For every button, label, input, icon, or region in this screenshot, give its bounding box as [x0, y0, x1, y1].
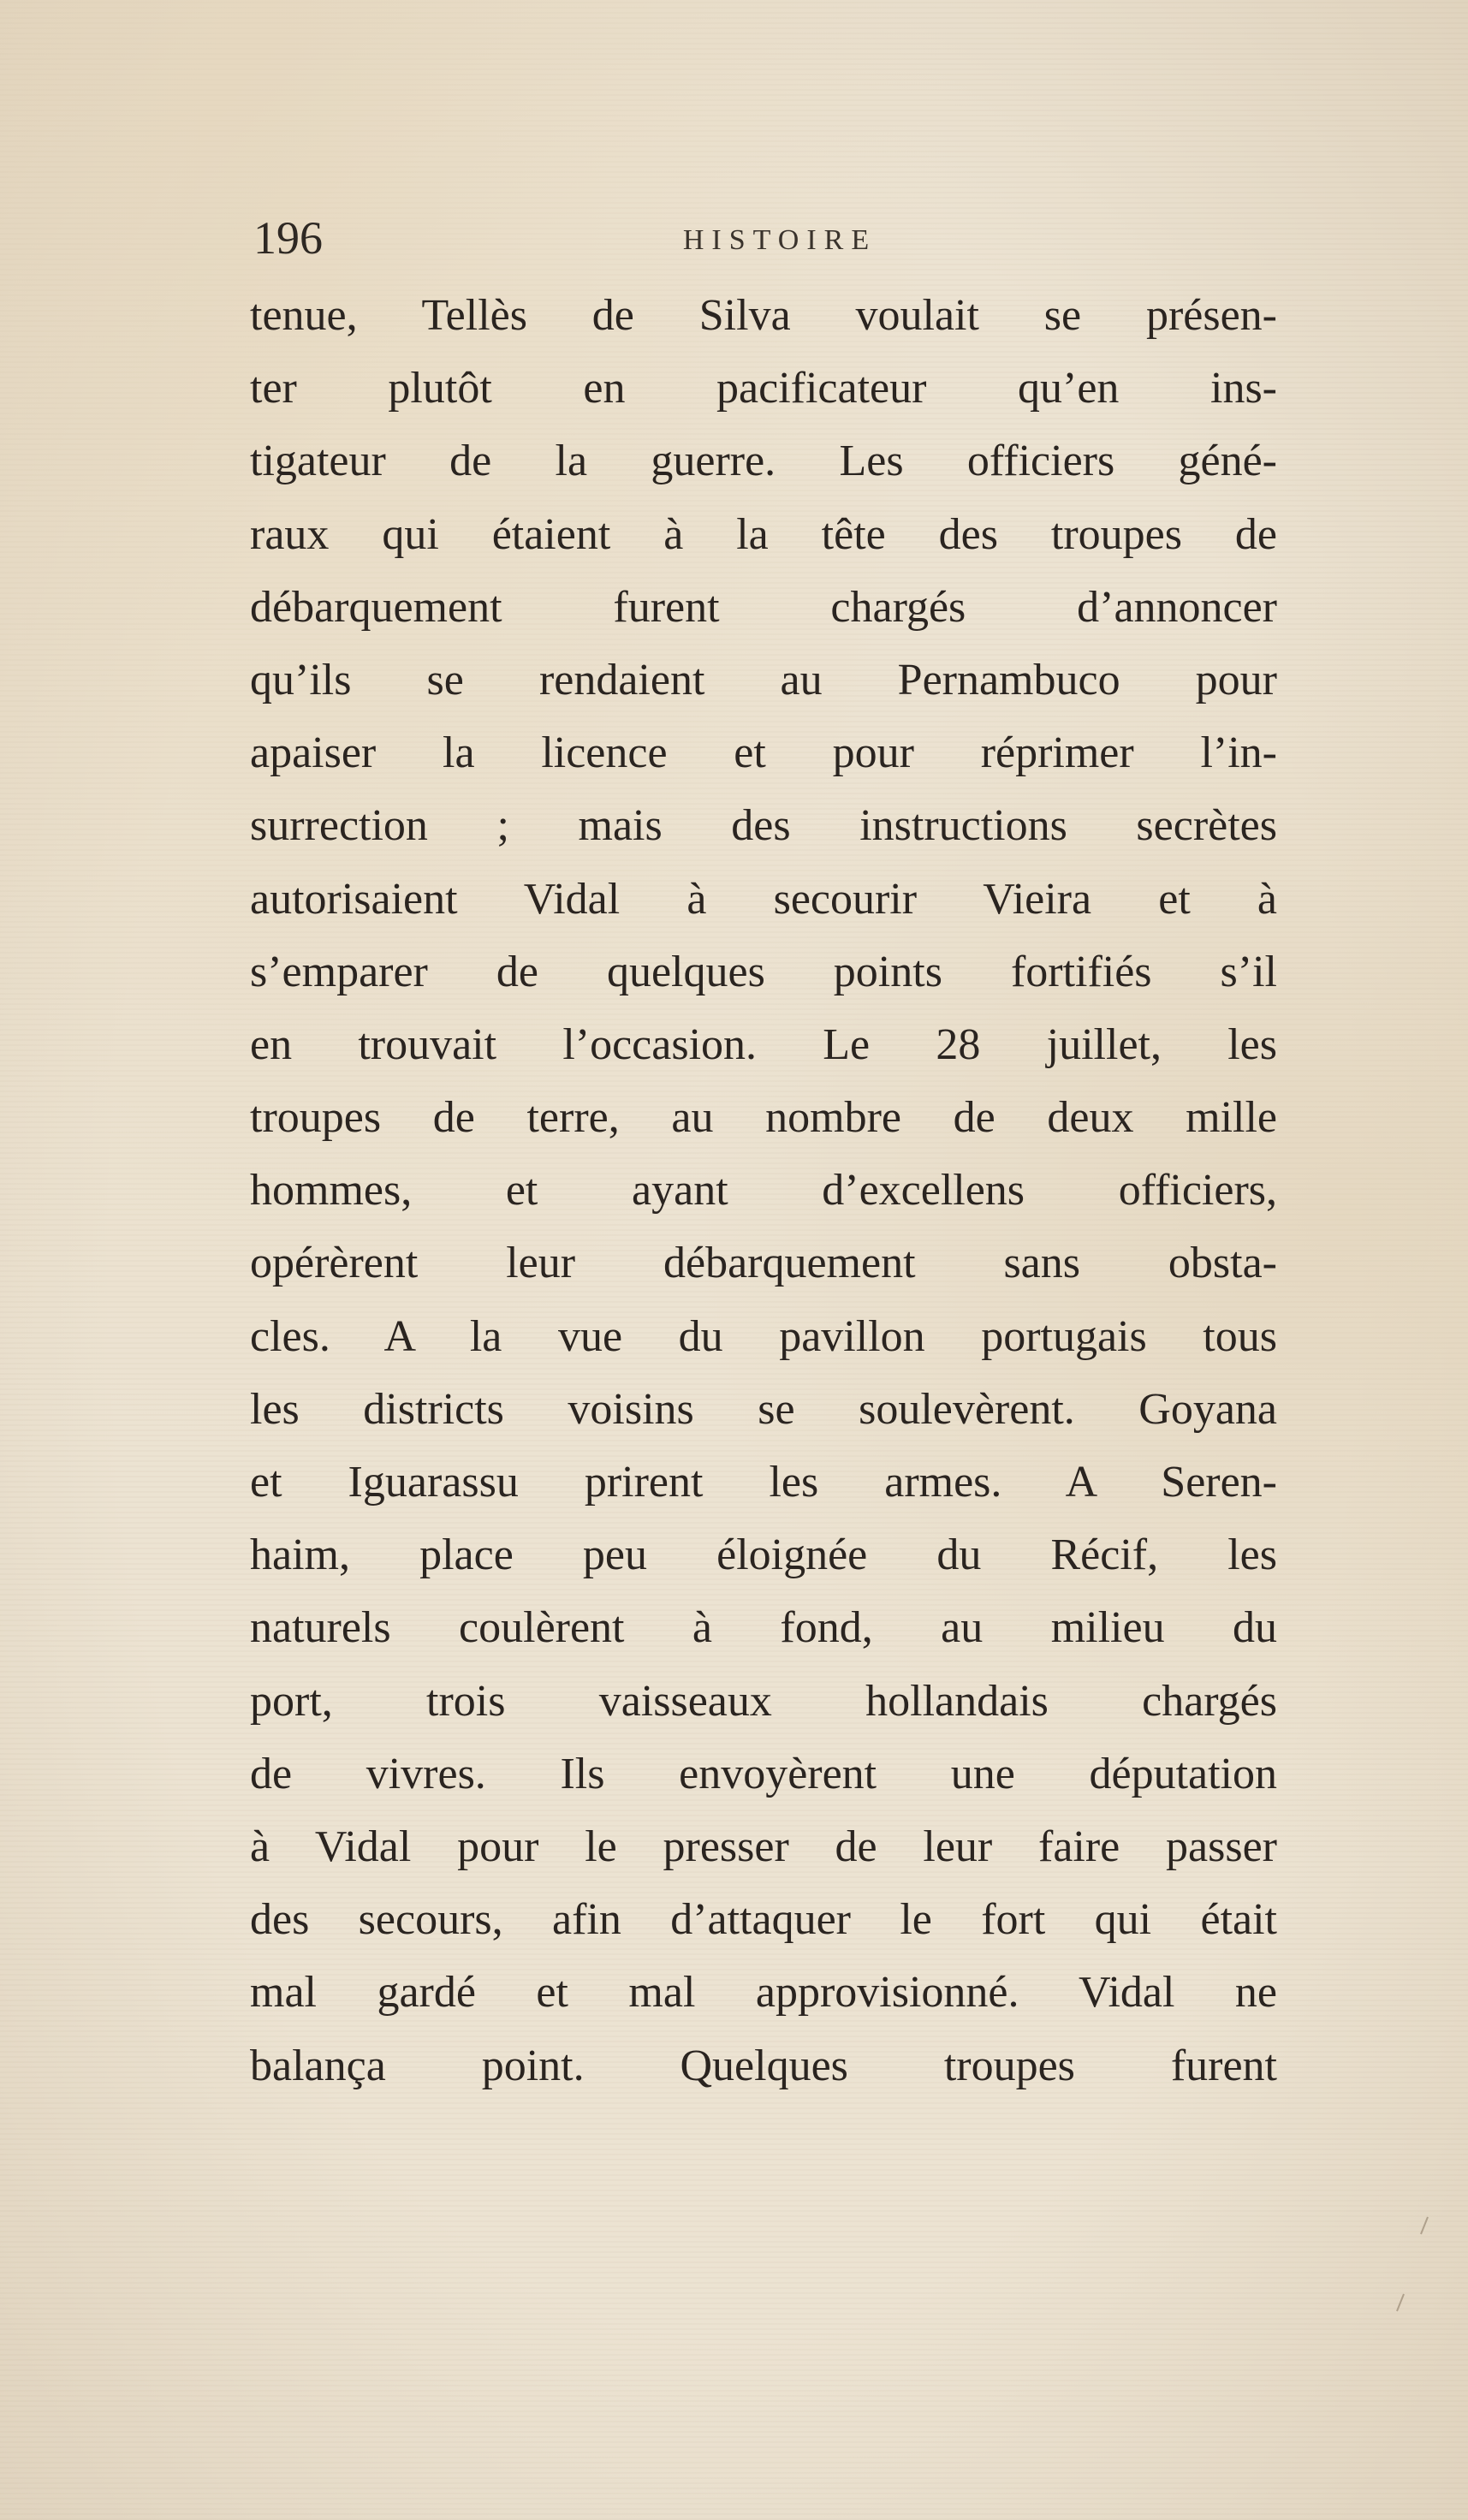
text-line: troupes de terre, au nombre de deux mille — [250, 1093, 1277, 1143]
text-line: port, trois vaisseaux hollandais chargés — [250, 1676, 1277, 1726]
text-line: raux qui étaient à la tête des troupes de — [250, 509, 1277, 559]
text-line: apaiser la licence et pour réprimer l’in- — [250, 728, 1277, 778]
text-line: opérèrent leur débarquement sans obsta- — [250, 1239, 1277, 1288]
text-line: s’emparer de quelques points fortifiés s’il — [250, 947, 1277, 996]
text-line: ter plutôt en pacificateur qu’en ins- — [250, 364, 1277, 413]
paper-scratch-marks — [1385, 2183, 1436, 2457]
text-line: en trouvait l’occasion. Le 28 juillet, les — [250, 1019, 1277, 1069]
text-line: débarquement furent chargés d’annoncer — [250, 582, 1277, 632]
text-line: à Vidal pour le presser de leur faire passer — [250, 1822, 1277, 1871]
text-line: surrection ; mais des instructions secrètes — [250, 801, 1277, 851]
text-line: haim, place peu éloignée du Récif, les — [250, 1530, 1277, 1580]
page-number: 196 — [253, 212, 323, 264]
text-line: des secours, afin d’attaquer le fort qui était — [250, 1895, 1277, 1945]
text-line: tenue, Tellès de Silva voulait se présen- — [250, 291, 1277, 340]
running-head — [253, 204, 1272, 272]
text-line: hommes, et ayant d’excellens officiers, — [250, 1166, 1277, 1215]
text-line: les districts voisins se soulevèrent. Goyana — [250, 1384, 1277, 1434]
text-line: qu’ils se rendaient au Pernambuco pour — [250, 655, 1277, 704]
text-line: tigateur de la guerre. Les officiers géné- — [250, 437, 1277, 486]
running-title: HISTOIRE — [682, 224, 877, 256]
text-line: autorisaient Vidal à secourir Vieira et à — [250, 874, 1277, 924]
text-line: de vivres. Ils envoyèrent une députation — [250, 1749, 1277, 1798]
body-text — [250, 279, 1277, 2102]
text-line: cles. A la vue du pavillon portugais tous — [250, 1311, 1277, 1361]
text-line: et Iguarassu prirent les armes. A Seren- — [250, 1458, 1277, 1507]
text-line: balança point. Quelques troupes furent — [250, 2041, 1277, 2090]
text-line: naturels coulèrent à fond, au milieu du — [250, 1603, 1277, 1653]
text-line: mal gardé et mal approvisionné. Vidal ne — [250, 1968, 1277, 2018]
